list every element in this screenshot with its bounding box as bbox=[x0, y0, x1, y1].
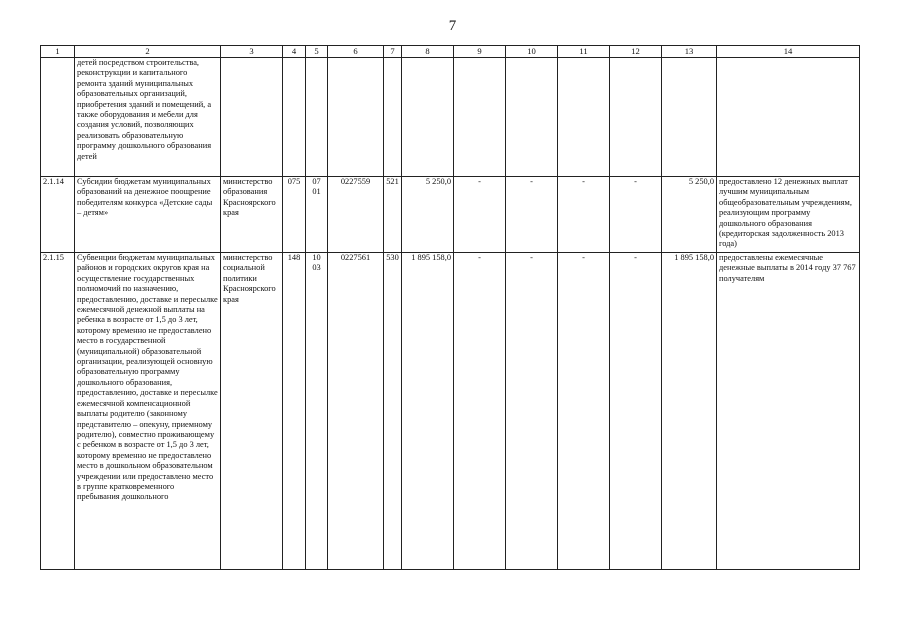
row-col10: - bbox=[506, 177, 558, 253]
row-amount: 1 895 158,0 bbox=[402, 253, 454, 570]
row-col10 bbox=[506, 58, 558, 177]
row-amount bbox=[402, 58, 454, 177]
row-result: предоставлены ежемесячные денежные выплаты в 2014 году 37 767 получателям bbox=[717, 253, 860, 570]
row-type: 530 bbox=[384, 253, 402, 570]
row-col12: - bbox=[610, 253, 662, 570]
header-cell: 13 bbox=[662, 46, 717, 58]
row-target: 0227559 bbox=[328, 177, 384, 253]
row-code: 148 bbox=[283, 253, 306, 570]
row-code: 075 bbox=[283, 177, 306, 253]
row-section: 07 01 bbox=[306, 177, 328, 253]
header-cell: 12 bbox=[610, 46, 662, 58]
row-description: детей посредством строительства, реконструкции и капитального ремонта зданий муниципальных образовательных организаций, приобретения зданий и помещений, а также оборудования и мебели для создания условий, позволяющих реализовать образовательную программу дошкольного образования детей bbox=[75, 58, 221, 177]
header-cell: 7 bbox=[384, 46, 402, 58]
row-type bbox=[384, 58, 402, 177]
row-result: предоставлено 12 денежных выплат лучшим муниципальным общеобразовательным учреждениям, реализующим программу дошкольного образования (кредиторская задолженность 2013 года) bbox=[717, 177, 860, 253]
header-cell: 14 bbox=[717, 46, 860, 58]
row-description: Субвенции бюджетам муниципальных районов и городских округов края на осуществление государственных полномочий по назначению, предоставлению, доставке и пересылке ежемесячной денежной выплаты на ребенка в возрасте от 1,5 до 3 лет, которому временно не предоставлено место в государственной (муниципальной) образовательной организации, реализующей основную образовательную программу дошкольного образования, предоставлению, доставке и пересылке ежемесячной компенсационной выплаты родителю (законному представителю – опекуну, приемному родителю), совместно проживающему с ребенком в возрасте от 1,5 до 3 лет, которому временно не предоставлено место в дошкольном образовательном учреждении или предоставлено место в группе кратковременного пребывания дошкольного bbox=[75, 253, 221, 570]
row-col9: - bbox=[454, 253, 506, 570]
header-cell: 10 bbox=[506, 46, 558, 58]
header-cell: 4 bbox=[283, 46, 306, 58]
row-col11 bbox=[558, 58, 610, 177]
row-ministry bbox=[221, 58, 283, 177]
row-code bbox=[283, 58, 306, 177]
row-col9 bbox=[454, 58, 506, 177]
budget-table bbox=[40, 45, 860, 570]
table-row bbox=[41, 177, 860, 253]
row-target bbox=[328, 58, 384, 177]
row-col12: - bbox=[610, 177, 662, 253]
table-row bbox=[41, 58, 860, 177]
row-section bbox=[306, 58, 328, 177]
header-cell: 5 bbox=[306, 46, 328, 58]
header-cell: 3 bbox=[221, 46, 283, 58]
row-ministry: министерство образования Красноярского края bbox=[221, 177, 283, 253]
header-cell: 6 bbox=[328, 46, 384, 58]
table-row bbox=[41, 253, 860, 570]
row-ministry: министерство социальной политики Красноярского края bbox=[221, 253, 283, 570]
row-col12 bbox=[610, 58, 662, 177]
row-number: 2.1.15 bbox=[41, 253, 75, 570]
row-col11: - bbox=[558, 177, 610, 253]
page-number: 7 bbox=[448, 18, 457, 34]
row-amount: 5 250,0 bbox=[402, 177, 454, 253]
row-number bbox=[41, 58, 75, 177]
row-number: 2.1.14 bbox=[41, 177, 75, 253]
header-cell: 2 bbox=[75, 46, 221, 58]
header-cell: 9 bbox=[454, 46, 506, 58]
header-cell: 8 bbox=[402, 46, 454, 58]
row-total: 5 250,0 bbox=[662, 177, 717, 253]
row-target: 0227561 bbox=[328, 253, 384, 570]
row-section: 10 03 bbox=[306, 253, 328, 570]
header-cell: 1 bbox=[41, 46, 75, 58]
row-total: 1 895 158,0 bbox=[662, 253, 717, 570]
header-row bbox=[41, 46, 860, 58]
row-type: 521 bbox=[384, 177, 402, 253]
row-result bbox=[717, 58, 860, 177]
row-col10: - bbox=[506, 253, 558, 570]
row-col11: - bbox=[558, 253, 610, 570]
header-cell: 11 bbox=[558, 46, 610, 58]
row-description: Субсидии бюджетам муниципальных образований на денежное поощрение победителям конкурса «Детские сады – детям» bbox=[75, 177, 221, 253]
row-col9: - bbox=[454, 177, 506, 253]
row-total bbox=[662, 58, 717, 177]
